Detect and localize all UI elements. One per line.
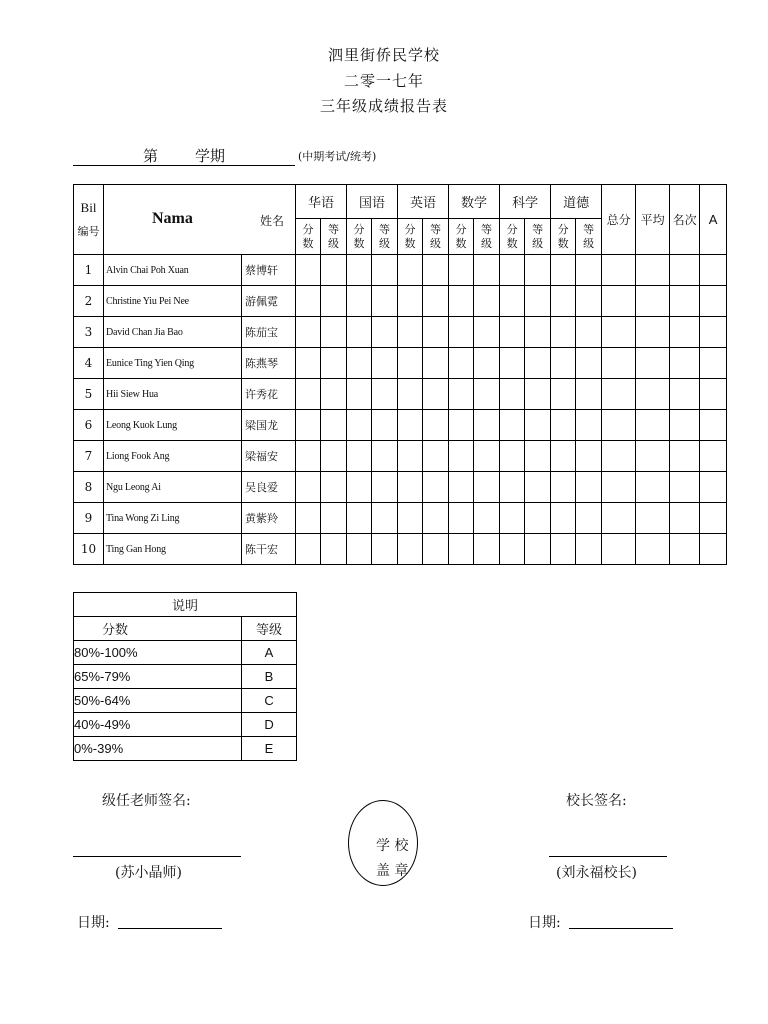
score-entry-cell[interactable] [372,441,398,472]
score-entry-cell[interactable] [449,317,474,348]
student-chinese-name: 吴良爱 [242,472,296,503]
score-entry-cell[interactable] [636,534,670,565]
score-entry-cell[interactable] [321,379,347,410]
student-row [74,348,727,379]
score-entry-cell[interactable] [551,317,576,348]
student-chinese-name: 蔡博轩 [242,255,296,286]
score-entry-cell[interactable] [474,441,500,472]
bil-header [74,185,104,255]
score-entry-cell[interactable] [321,286,347,317]
score-entry-cell[interactable] [500,255,525,286]
score-entry-cell[interactable] [449,255,474,286]
score-entry-cell[interactable] [525,441,551,472]
score-entry-cell[interactable] [500,286,525,317]
student-row [74,410,727,441]
score-entry-cell[interactable] [525,472,551,503]
score-entry-cell[interactable] [449,534,474,565]
teacher-name: (苏小晶师) [115,865,182,881]
term-line [73,145,295,166]
score-entry-cell[interactable] [296,472,321,503]
teacher-signature-line [73,856,241,857]
score-entry-cell[interactable] [423,317,449,348]
score-entry-cell[interactable] [398,255,423,286]
legend-range: 50%-64% [74,689,242,713]
score-entry-cell[interactable] [321,503,347,534]
score-entry-cell[interactable] [670,379,700,410]
student-row [74,286,727,317]
score-entry-cell[interactable] [525,534,551,565]
score-entry-cell[interactable] [602,317,636,348]
grade-subheader: 等 级 [372,219,398,255]
legend-grade-header: 等级 [242,617,297,641]
score-subheader: 分 数 [296,219,321,255]
score-entry-cell[interactable] [372,379,398,410]
average-header: 平均 [636,185,670,255]
student-row [74,379,727,410]
score-entry-cell[interactable] [449,286,474,317]
student-name: Eunice Ting Yien Qing [104,348,242,379]
score-entry-cell[interactable] [449,410,474,441]
score-entry-cell[interactable] [474,379,500,410]
student-name: Alvin Chai Poh Xuan [104,255,242,286]
subject-header-1: 国语 [347,185,398,219]
score-entry-cell[interactable] [700,472,727,503]
score-entry-cell[interactable] [347,317,372,348]
score-entry-cell[interactable] [474,348,500,379]
score-entry-cell[interactable] [347,286,372,317]
score-entry-cell[interactable] [474,472,500,503]
score-entry-cell[interactable] [449,472,474,503]
score-entry-cell[interactable] [576,534,602,565]
score-entry-cell[interactable] [700,410,727,441]
score-entry-cell[interactable] [670,255,700,286]
score-entry-cell[interactable] [670,534,700,565]
score-entry-cell[interactable] [500,441,525,472]
score-entry-cell[interactable] [636,410,670,441]
score-entry-cell[interactable] [500,317,525,348]
school-name: 泗里街侨民学校 [327,46,440,64]
score-entry-cell[interactable] [398,379,423,410]
score-entry-cell[interactable] [670,410,700,441]
score-entry-cell[interactable] [670,441,700,472]
score-entry-cell[interactable] [602,255,636,286]
score-entry-cell[interactable] [576,472,602,503]
score-entry-cell[interactable] [296,534,321,565]
score-entry-cell[interactable] [602,441,636,472]
score-entry-cell[interactable] [398,286,423,317]
score-entry-cell[interactable] [398,534,423,565]
teacher-signature-label: 级任老师签名: [102,793,191,809]
score-entry-cell[interactable] [670,317,700,348]
score-entry-cell[interactable] [700,255,727,286]
name-header [104,185,296,255]
score-entry-cell[interactable] [321,348,347,379]
score-entry-cell[interactable] [449,379,474,410]
score-entry-cell[interactable] [670,503,700,534]
student-name: David Chan Jia Bao [104,317,242,348]
score-entry-cell[interactable] [500,348,525,379]
score-entry-cell[interactable] [700,317,727,348]
score-entry-cell[interactable] [423,534,449,565]
score-entry-cell[interactable] [576,410,602,441]
score-entry-cell[interactable] [398,317,423,348]
subject-header-3: 数学 [449,185,500,219]
score-entry-cell[interactable] [500,503,525,534]
student-row [74,503,727,534]
score-entry-cell[interactable] [602,534,636,565]
report-title: 三年级成绩报告表 [319,97,448,115]
score-entry-cell[interactable] [525,286,551,317]
score-entry-cell[interactable] [372,255,398,286]
score-entry-cell[interactable] [576,255,602,286]
score-entry-cell[interactable] [670,286,700,317]
score-subheader: 分 数 [347,219,372,255]
legend-range: 0%-39% [74,737,242,761]
score-entry-cell[interactable] [525,317,551,348]
date-label-left: 日期: [77,915,110,931]
student-name: Hii Siew Hua [104,379,242,410]
name-cn-label: 姓名 [260,214,285,228]
legend-range: 40%-49% [74,713,242,737]
score-entry-cell[interactable] [474,317,500,348]
report-year: 二零一七年 [343,72,424,90]
score-entry-cell[interactable] [700,503,727,534]
student-number: 10 [74,534,104,565]
score-entry-cell[interactable] [636,348,670,379]
score-entry-cell[interactable] [347,472,372,503]
student-chinese-name: 黄紫羚 [242,503,296,534]
principal-name: (刘永福校长) [556,865,637,881]
score-entry-cell[interactable] [296,317,321,348]
score-entry-cell[interactable] [296,503,321,534]
score-entry-cell[interactable] [398,503,423,534]
score-entry-cell[interactable] [576,286,602,317]
stamp-text-line1: 学 校 [376,838,409,854]
score-entry-cell[interactable] [636,503,670,534]
score-entry-cell[interactable] [602,503,636,534]
score-entry-cell[interactable] [296,379,321,410]
last-col-header: A [700,185,727,255]
score-entry-cell[interactable] [576,379,602,410]
rank-header: 名次 [670,185,700,255]
score-entry-cell[interactable] [321,255,347,286]
date-line-right[interactable] [569,928,673,929]
score-entry-cell[interactable] [296,255,321,286]
grade-subheader: 等 级 [321,219,347,255]
score-entry-cell[interactable] [700,286,727,317]
score-entry-cell[interactable] [551,410,576,441]
score-entry-cell[interactable] [423,286,449,317]
legend-range: 65%-79% [74,665,242,689]
stamp-text-line2: 盖 章 [376,863,409,879]
student-chinese-name: 梁福安 [242,441,296,472]
subject-header-0: 华语 [296,185,347,219]
score-entry-cell[interactable] [347,379,372,410]
score-entry-cell[interactable] [525,379,551,410]
score-entry-cell[interactable] [423,379,449,410]
score-entry-cell[interactable] [398,410,423,441]
score-entry-cell[interactable] [602,348,636,379]
score-entry-cell[interactable] [551,379,576,410]
score-entry-cell[interactable] [372,472,398,503]
student-chinese-name: 游佩霓 [242,286,296,317]
score-entry-cell[interactable] [423,255,449,286]
score-entry-cell[interactable] [602,410,636,441]
score-entry-cell[interactable] [449,348,474,379]
score-entry-cell[interactable] [423,410,449,441]
legend-score-header: 分数 [74,617,242,641]
score-subheader: 分 数 [449,219,474,255]
score-entry-cell[interactable] [321,441,347,472]
student-name: Leong Kuok Lung [104,410,242,441]
legend-grade: A [242,641,297,665]
grades-table [73,184,727,565]
score-entry-cell[interactable] [347,441,372,472]
table-header-row [74,185,727,219]
score-entry-cell[interactable] [551,534,576,565]
score-entry-cell[interactable] [670,348,700,379]
score-entry-cell[interactable] [576,441,602,472]
student-row [74,441,727,472]
score-entry-cell[interactable] [474,410,500,441]
student-chinese-name: 陈茄宝 [242,317,296,348]
score-subheader: 分 数 [551,219,576,255]
subject-header-5: 道德 [551,185,602,219]
score-entry-cell[interactable] [321,317,347,348]
bil-label: Bil [80,199,97,215]
score-entry-cell[interactable] [525,503,551,534]
score-entry-cell[interactable] [372,286,398,317]
score-entry-cell[interactable] [474,286,500,317]
nama-label: Nama [152,210,193,227]
student-chinese-name: 陈干宏 [242,534,296,565]
legend-range: 80%-100% [74,641,242,665]
score-entry-cell[interactable] [296,348,321,379]
student-chinese-name: 许秀花 [242,379,296,410]
score-subheader: 分 数 [398,219,423,255]
student-row [74,255,727,286]
score-entry-cell[interactable] [636,255,670,286]
grade-subheader: 等 级 [423,219,449,255]
student-number: 4 [74,348,104,379]
student-number: 9 [74,503,104,534]
score-entry-cell[interactable] [347,255,372,286]
legend-title: 说明 [74,593,297,617]
score-entry-cell[interactable] [347,410,372,441]
score-entry-cell[interactable] [551,503,576,534]
score-entry-cell[interactable] [449,441,474,472]
score-entry-cell[interactable] [296,441,321,472]
score-entry-cell[interactable] [576,317,602,348]
score-entry-cell[interactable] [576,503,602,534]
score-entry-cell[interactable] [636,286,670,317]
score-entry-cell[interactable] [525,255,551,286]
score-entry-cell[interactable] [551,286,576,317]
student-chinese-name: 梁国龙 [242,410,296,441]
student-name: Ting Gan Hong [104,534,242,565]
score-entry-cell[interactable] [602,379,636,410]
grade-subheader: 等 级 [576,219,602,255]
grading-legend [73,592,297,761]
term-note: (中期考试/统考) [298,150,377,163]
student-number: 8 [74,472,104,503]
score-entry-cell[interactable] [423,503,449,534]
score-entry-cell[interactable] [347,348,372,379]
score-entry-cell[interactable] [700,348,727,379]
score-entry-cell[interactable] [700,441,727,472]
score-entry-cell[interactable] [602,286,636,317]
score-entry-cell[interactable] [602,472,636,503]
grade-subheader: 等 级 [474,219,500,255]
legend-grade: E [242,737,297,761]
bil-cn-label: 编号 [77,224,100,238]
score-entry-cell[interactable] [525,348,551,379]
score-entry-cell[interactable] [398,472,423,503]
score-entry-cell[interactable] [372,503,398,534]
score-entry-cell[interactable] [321,410,347,441]
score-subheader: 分 数 [500,219,525,255]
student-number: 5 [74,379,104,410]
subject-header-4: 科学 [500,185,551,219]
total-header: 总分 [602,185,636,255]
score-entry-cell[interactable] [296,286,321,317]
student-name: Ngu Leong Ai [104,472,242,503]
score-entry-cell[interactable] [449,503,474,534]
student-row [74,317,727,348]
student-number: 1 [74,255,104,286]
student-number: 6 [74,410,104,441]
score-entry-cell[interactable] [372,410,398,441]
score-entry-cell[interactable] [551,441,576,472]
score-entry-cell[interactable] [636,441,670,472]
score-entry-cell[interactable] [423,348,449,379]
score-entry-cell[interactable] [347,534,372,565]
student-rows [74,255,727,565]
score-entry-cell[interactable] [398,348,423,379]
score-entry-cell[interactable] [347,503,372,534]
principal-signature-label: 校长签名: [566,793,627,809]
score-entry-cell[interactable] [474,503,500,534]
student-name: Tina Wong Zi Ling [104,503,242,534]
score-entry-cell[interactable] [551,255,576,286]
principal-signature-line [549,856,667,857]
student-name: Christine Yiu Pei Nee [104,286,242,317]
score-entry-cell[interactable] [398,441,423,472]
score-entry-cell[interactable] [321,534,347,565]
student-row [74,534,727,565]
score-entry-cell[interactable] [576,348,602,379]
score-entry-cell[interactable] [500,534,525,565]
term-label-second: 学期 [195,147,226,165]
student-number: 7 [74,441,104,472]
score-entry-cell[interactable] [700,379,727,410]
student-row [74,472,727,503]
legend-grade: B [242,665,297,689]
score-entry-cell[interactable] [423,441,449,472]
score-entry-cell[interactable] [423,472,449,503]
score-entry-cell[interactable] [670,472,700,503]
score-entry-cell[interactable] [636,379,670,410]
student-chinese-name: 陈燕琴 [242,348,296,379]
score-entry-cell[interactable] [474,534,500,565]
date-line-left[interactable] [118,928,222,929]
score-entry-cell[interactable] [636,317,670,348]
score-entry-cell[interactable] [296,410,321,441]
score-entry-cell[interactable] [551,472,576,503]
score-entry-cell[interactable] [500,472,525,503]
grade-subheader: 等 级 [525,219,551,255]
score-entry-cell[interactable] [700,534,727,565]
legend-grade: C [242,689,297,713]
term-label-first: 第 [143,147,159,165]
score-entry-cell[interactable] [500,379,525,410]
student-name: Liong Fook Ang [104,441,242,472]
score-entry-cell[interactable] [500,410,525,441]
subject-header-2: 英语 [398,185,449,219]
score-entry-cell[interactable] [551,348,576,379]
score-entry-cell[interactable] [525,410,551,441]
score-entry-cell[interactable] [372,348,398,379]
score-entry-cell[interactable] [372,534,398,565]
student-number: 3 [74,317,104,348]
date-label-right: 日期: [528,915,561,931]
student-number: 2 [74,286,104,317]
score-entry-cell[interactable] [372,317,398,348]
legend-grade: D [242,713,297,737]
score-entry-cell[interactable] [636,472,670,503]
score-entry-cell[interactable] [474,255,500,286]
score-entry-cell[interactable] [321,472,347,503]
